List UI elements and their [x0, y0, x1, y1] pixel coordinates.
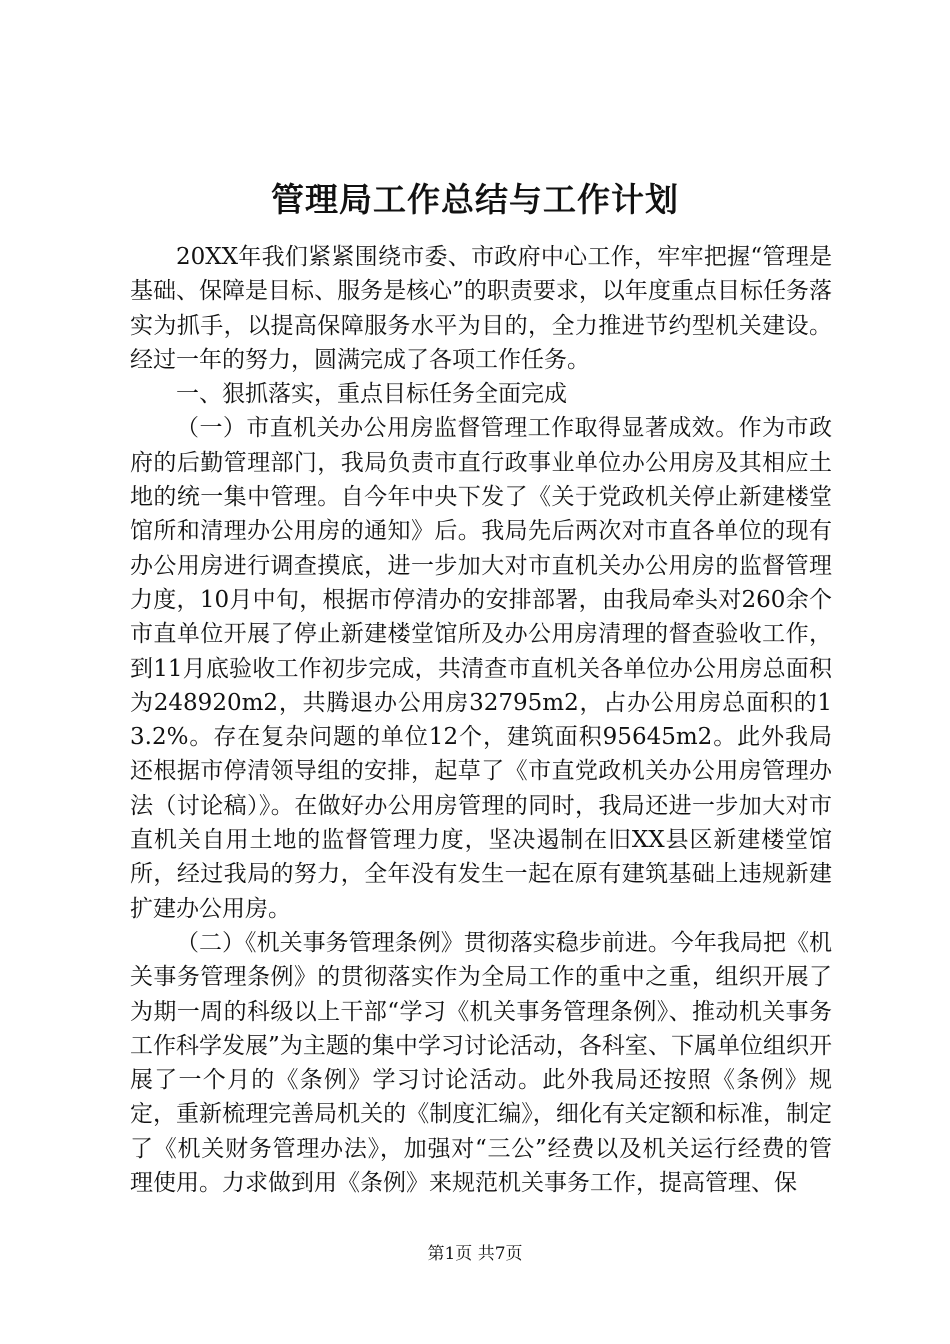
document-body	[130, 240, 832, 1200]
page-footer: 第1页 共7页	[427, 1244, 523, 1264]
section-heading: 一、狠抓落实，重点目标任务全面完成	[176, 381, 567, 408]
intro-paragraph: 20XX年我们紧紧围绕市委、市政府中心工作，牢牢把握“管理是基础、保障是目标、服务是核心”的职责要求，以年度重点目标任务落实为抓手，以提高保障服务水平为目的，全力推进节约型机关建设。经过一年的努力，圆满完成了各项工作任务。	[130, 244, 832, 373]
paragraph-regulation: （二）《机关事务管理条例》贯彻落实稳步前进。今年我局把《机关事务管理条例》的贯彻落实作为全局工作的重中之重，组织开展了为期一周的科级以上干部“学习《机关事务管理条例》、推动机关事务工作科学发展”为主题的集中学习讨论活动，各科室、下属单位组织开展了一个月的《条例》学习讨论活动。此外我局还按照《条例》规定，重新梳理完善局机关的《制度汇编》，细化有关定额和标准，制定了《机关财务管理办法》，加强对“三公”经费以及机关运行经费的管理使用。力求做到用《条例》来规范机关事务工作，提高管理、保	[130, 929, 832, 1197]
document-title: 管理局工作总结与工作计划	[271, 180, 679, 219]
paragraph-office-housing: （一）市直机关办公用房监督管理工作取得显著成效。作为市政府的后勤管理部门，我局负责市直行政事业单位办公用房及其相应土地的统一集中管理。自今年中央下发了《关于党政机关停止新建楼堂馆所和清理办公用房的通知》后。我局先后两次对市直各单位的现有办公用房进行调查摸底，进一步加大对市直机关办公用房的监督管理力度，10月中旬，根据市停清办的安排部署，由我局牵头对260余个市直单位开展了停止新建楼堂馆所及办公用房清理的督查验收工作，到11月底验收工作初步完成，共清查市直机关各单位办公用房总面积为248920m2，共腾退办公用房32795m2，占办公用房总面积的13.2%。存在复杂问题的单位12个，建筑面积95645m2。此外我局还根据市停清领导组的安排，起草了《市直党政机关办公用房管理办法（讨论稿）》。在做好办公用房管理的同时，我局还进一步加大对市直机关自用土地的监督管理力度，坚决遏制在旧XX县区新建楼堂馆所，经过我局的努力，全年没有发生一起在原有建筑基础上违规新建扩建办公用房。	[130, 415, 832, 922]
